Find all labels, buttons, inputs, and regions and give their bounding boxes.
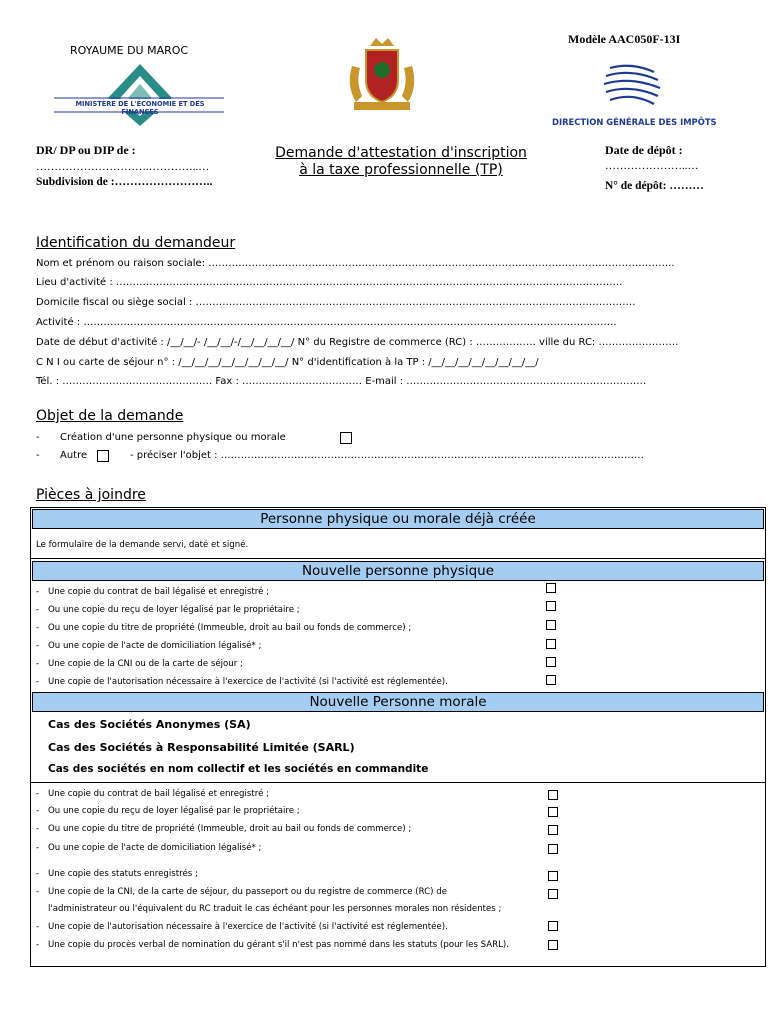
dgi-logo-icon [600, 58, 664, 114]
other-checkbox[interactable] [97, 450, 109, 462]
section-existing-header: Personne physique ou morale déjà créée [32, 509, 764, 529]
requirement-item: Une copie de la CNI, de la carte de séjour, du passeport ou du registre de commerce (RC) de [48, 887, 447, 897]
requirement-item: Une copie de l'autorisation nécessaire à l'exercice de l'activité (si l'activité est réglementée). [48, 922, 448, 932]
name-field[interactable]: Nom et prénom ou raison sociale: ………………………………………………………………………………………………………………………….. [36, 258, 675, 269]
item-dash: - [36, 869, 40, 879]
item-dash: - [36, 824, 40, 834]
other-option-label: Autre [60, 450, 88, 461]
item-dash: - [36, 659, 40, 669]
case-sarl: Cas des Sociétés à Responsabilité Limitée (SARL) [48, 741, 355, 754]
item-dash: - [36, 587, 40, 597]
kingdom-label: ROYAUME DU MAROC [70, 44, 189, 57]
requirement-checkbox[interactable] [548, 807, 558, 817]
title-line-1: Demande d'attestation d'inscription [275, 145, 527, 161]
item-dash: - [36, 887, 40, 897]
requirement-checkbox[interactable] [546, 583, 556, 593]
requirement-item: Ou une copie du titre de propriété (Immeuble, droit au bail ou fonds de commerce) ; [48, 623, 412, 633]
requirement-item: Une copie du contrat de bail légalisé et enregistré ; [48, 587, 270, 597]
contact-field[interactable]: Tél. : ……………………………………… Fax : ……………………………… E-mail : ……………………………………………………………… [36, 376, 647, 387]
case-snc: Cas des sociétés en nom collectif et les sociétés en commandite [48, 763, 429, 775]
start-date-rc-field[interactable]: Date de début d'activité : /__/__/- /__/__/-/__/__/__/__/ N° du Registre de commerce (RC) : ……………… ville du RC: …………………… [36, 337, 679, 348]
creation-checkbox[interactable] [340, 432, 352, 444]
requirement-checkbox[interactable] [546, 639, 556, 649]
requirement-checkbox[interactable] [548, 940, 558, 950]
dr-field[interactable]: ………………………….…………..… [36, 161, 210, 173]
page-title [246, 145, 556, 179]
existing-requirement: Le formulaire de la demande servi, daté et signé. [36, 540, 249, 550]
item-dash: - [36, 623, 40, 633]
item-dash: - [36, 922, 40, 932]
date-depot-label: Date de dépôt : [605, 143, 683, 157]
item-dash: - [36, 677, 40, 687]
title-line-2: à la taxe professionnelle (TP) [299, 162, 503, 178]
activity-location-field[interactable]: Lieu d'activité : …………………………………………………………………………………………………………………………………….. [36, 277, 623, 288]
dgi-logo [600, 58, 664, 114]
item-dash: - [36, 940, 40, 950]
section-moral-header: Nouvelle Personne morale [32, 692, 764, 712]
objet-dash-1: - [36, 432, 40, 443]
requirement-item: Une copie des statuts enregistrés ; [48, 869, 198, 879]
requirement-item: Ou une copie de l'acte de domiciliation légalisé* ; [48, 843, 262, 853]
dr-label: DR/ DP ou DIP de : [36, 143, 136, 157]
requirement-checkbox[interactable] [546, 657, 556, 667]
objet-heading: Objet de la demande [36, 408, 184, 424]
requirement-item: l'administrateur ou l'équivalent du RC traduit le cas échéant pour les personnes morales non résidentes ; [48, 904, 502, 914]
requirement-item: Une copie du procès verbal de nomination du gérant s'il n'est pas nommé dans les statuts (pour les SARL). [48, 940, 510, 950]
requirement-checkbox[interactable] [548, 889, 558, 899]
requirement-checkbox[interactable] [546, 601, 556, 611]
creation-option-label: Création d'une personne physique ou morale [60, 432, 286, 443]
fiscal-address-field[interactable]: Domicile fiscal ou siège social : …………………………………………………………………………………………………………………… [36, 297, 636, 308]
objet-dash-2: - [36, 450, 40, 461]
item-dash: - [36, 605, 40, 615]
cni-tp-field[interactable]: C N I ou carte de séjour n° : /__/__/__/__/__/__/__/__/ N° d'identification à la TP : /__/__/__/__/__/__/__/__/ [36, 357, 539, 368]
item-dash: - [36, 641, 40, 651]
requirement-item: Une copie de l'autorisation nécessaire à l'exercice de l'activité (si l'activité est réglementée). [48, 677, 448, 687]
coat-of-arms [340, 36, 424, 112]
identification-heading: Identification du demandeur [36, 235, 236, 251]
requirement-item: Ou une copie du reçu de loyer légalisé par le propriétaire ; [48, 806, 300, 816]
item-dash: - [36, 843, 40, 853]
requirement-item: Une copie du contrat de bail légalisé et enregistré ; [48, 789, 270, 799]
case-sa: Cas des Sociétés Anonymes (SA) [48, 718, 251, 731]
model-number: Modèle AAC050F-13I [568, 32, 681, 46]
item-dash: - [36, 789, 40, 799]
requirement-item: Ou une copie de l'acte de domiciliation légalisé* ; [48, 641, 262, 651]
requirement-checkbox[interactable] [548, 844, 558, 854]
date-depot-field[interactable]: …………………..… [605, 160, 699, 172]
requirement-item: Ou une copie du titre de propriété (Immeuble, droit au bail ou fonds de commerce) ; [48, 824, 412, 834]
divider [30, 782, 766, 783]
requirement-item: Une copie de la CNI ou de la carte de séjour ; [48, 659, 243, 669]
num-depot-field[interactable]: N° de dépôt: ……… [605, 180, 704, 192]
dgi-label: DIRECTION GÉNÉRALE DES IMPÔTS [552, 117, 717, 127]
section-physical-header: Nouvelle personne physique [32, 561, 764, 581]
ministry-logo [52, 60, 227, 130]
pieces-heading: Pièces à joindre [36, 487, 146, 503]
other-object-field[interactable]: - préciser l'objet : ………………………………………………………………………………………………………………. [130, 450, 644, 461]
requirement-checkbox[interactable] [548, 825, 558, 835]
activity-field[interactable]: Activité : ……………………………………………………………………………………………………………………………………………. [36, 317, 617, 328]
requirement-checkbox[interactable] [548, 921, 558, 931]
divider [30, 558, 766, 559]
ministry-logo-icon [52, 60, 227, 130]
requirement-checkbox[interactable] [546, 675, 556, 685]
requirement-checkbox[interactable] [548, 871, 558, 881]
coat-of-arms-icon [340, 36, 424, 112]
requirement-checkbox[interactable] [548, 790, 558, 800]
requirement-checkbox[interactable] [546, 620, 556, 630]
subdivision-field[interactable]: Subdivision de :…………………….. [36, 176, 213, 188]
ministry-label: MINISTÈRE DE L'ÉCONOMIE ET DES FINANCES [75, 100, 205, 116]
item-dash: - [36, 806, 40, 816]
requirement-item: Ou une copie du reçu de loyer légalisé par le propriétaire ; [48, 605, 300, 615]
